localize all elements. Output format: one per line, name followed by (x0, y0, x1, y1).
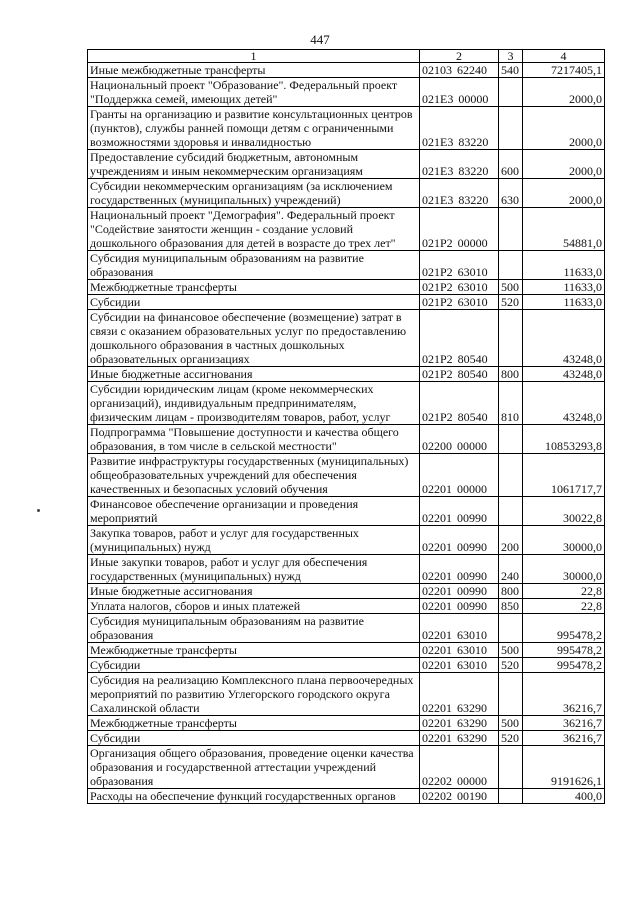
row-expense-type-cell (499, 497, 523, 526)
row-name-cell: Субсидии (88, 731, 420, 746)
table-row (88, 179, 605, 208)
row-name-cell: Национальный проект "Образование". Федеральный проект "Поддержка семей, имеющих детей" (88, 78, 420, 107)
row-expense-type-cell: 800 (499, 584, 523, 599)
row-expense-type-cell: 850 (499, 599, 523, 614)
row-amount-cell: 54881,0 (523, 208, 605, 251)
row-amount-cell: 43248,0 (523, 310, 605, 367)
row-code-cell: 02103 62240 (420, 63, 499, 78)
row-code-cell: 021P2 00000 (420, 208, 499, 251)
table-row (88, 584, 605, 599)
row-amount-cell: 1061717,7 (523, 454, 605, 497)
row-code-cell: 021E3 83220 (420, 150, 499, 179)
table-row (88, 295, 605, 310)
row-name-cell: Подпрограмма "Повышение доступности и качества общего образования, в том числе в сельской местности" (88, 425, 420, 454)
table-row (88, 107, 605, 150)
row-amount-cell: 400,0 (523, 789, 605, 804)
row-code-cell: 021P2 80540 (420, 382, 499, 425)
row-code-cell: 02201 63290 (420, 716, 499, 731)
table-row (88, 716, 605, 731)
row-amount-cell: 36216,7 (523, 673, 605, 716)
row-name-cell: Предоставление субсидий бюджетным, автономным учреждениям и иным некоммерческим организациям (88, 150, 420, 179)
row-code-cell: 021E3 83220 (420, 107, 499, 150)
row-expense-type-cell: 520 (499, 731, 523, 746)
table-row (88, 310, 605, 367)
table-row (88, 599, 605, 614)
row-amount-cell: 11633,0 (523, 251, 605, 280)
table-row (88, 382, 605, 425)
row-code-cell: 02201 63010 (420, 643, 499, 658)
row-code-cell: 02201 00990 (420, 497, 499, 526)
row-expense-type-cell: 500 (499, 643, 523, 658)
row-name-cell: Иные бюджетные ассигнования (88, 584, 420, 599)
table-row (88, 658, 605, 673)
row-code-cell: 021P2 63010 (420, 251, 499, 280)
table-row (88, 63, 605, 78)
row-expense-type-cell: 540 (499, 63, 523, 78)
row-name-cell: Уплата налогов, сборов и иных платежей (88, 599, 420, 614)
row-name-cell: Гранты на организацию и развитие консультационных центров (пунктов), службы ранней помощи детям с ограниченными возможностями здоровья и инвалидностью (88, 107, 420, 150)
row-name-cell: Межбюджетные трансферты (88, 643, 420, 658)
table-row (88, 78, 605, 107)
row-expense-type-cell: 520 (499, 658, 523, 673)
row-expense-type-cell: 240 (499, 555, 523, 584)
row-code-cell: 021E3 00000 (420, 78, 499, 107)
row-name-cell: Субсидии (88, 295, 420, 310)
row-name-cell: Субсидия на реализацию Комплексного плана первоочередных мероприятий по развитию Углегорского городского округа Сахалинской области (88, 673, 420, 716)
row-code-cell: 02200 00000 (420, 425, 499, 454)
row-expense-type-cell (499, 789, 523, 804)
row-name-cell: Иные бюджетные ассигнования (88, 367, 420, 382)
table-row (88, 746, 605, 789)
row-expense-type-cell: 200 (499, 526, 523, 555)
row-code-cell: 021P2 80540 (420, 310, 499, 367)
row-name-cell: Межбюджетные трансферты (88, 716, 420, 731)
row-name-cell: Иные межбюджетные трансферты (88, 63, 420, 78)
row-expense-type-cell (499, 673, 523, 716)
row-name-cell: Субсидии (88, 658, 420, 673)
row-amount-cell: 995478,2 (523, 658, 605, 673)
header-col-2: 2 (420, 50, 499, 63)
table-row (88, 425, 605, 454)
row-amount-cell: 7217405,1 (523, 63, 605, 78)
row-expense-type-cell (499, 208, 523, 251)
row-amount-cell: 2000,0 (523, 78, 605, 107)
table-row (88, 643, 605, 658)
table-row (88, 280, 605, 295)
header-col-1: 1 (88, 50, 420, 63)
row-code-cell: 02202 00190 (420, 789, 499, 804)
row-code-cell: 021P2 63010 (420, 295, 499, 310)
row-name-cell: Иные закупки товаров, работ и услуг для обеспечения государственных (муниципальных) нужд (88, 555, 420, 584)
row-amount-cell: 30000,0 (523, 526, 605, 555)
table-row (88, 789, 605, 804)
row-name-cell: Субсидия муниципальным образованиям на развитие образования (88, 251, 420, 280)
row-expense-type-cell (499, 746, 523, 789)
row-expense-type-cell: 600 (499, 150, 523, 179)
row-name-cell: Национальный проект "Демография". Федеральный проект "Содействие занятости женщин - создание условий дошкольного образования для детей в возрасте до трех лет" (88, 208, 420, 251)
table-row (88, 208, 605, 251)
table-row (88, 555, 605, 584)
row-code-cell: 02201 63010 (420, 614, 499, 643)
table-row (88, 454, 605, 497)
row-amount-cell: 22,8 (523, 599, 605, 614)
row-name-cell: Субсидии некоммерческим организациям (за исключением государственных (муниципальных) учреждений) (88, 179, 420, 208)
row-expense-type-cell (499, 614, 523, 643)
header-col-3: 3 (499, 50, 523, 63)
row-amount-cell: 995478,2 (523, 643, 605, 658)
row-name-cell: Субсидия муниципальным образованиям на развитие образования (88, 614, 420, 643)
row-expense-type-cell (499, 251, 523, 280)
table-row (88, 367, 605, 382)
row-name-cell: Субсидии юридическим лицам (кроме некоммерческих организаций), индивидуальным предпринимателям, физическим лицам - производителям товаров, работ, услуг (88, 382, 420, 425)
row-amount-cell: 43248,0 (523, 382, 605, 425)
row-amount-cell: 30000,0 (523, 555, 605, 584)
table-row (88, 251, 605, 280)
table-row (88, 497, 605, 526)
row-name-cell: Межбюджетные трансферты (88, 280, 420, 295)
budget-table-body (88, 50, 605, 804)
table-row (88, 731, 605, 746)
row-amount-cell: 22,8 (523, 584, 605, 599)
row-amount-cell: 10853293,8 (523, 425, 605, 454)
row-amount-cell: 36216,7 (523, 731, 605, 746)
row-expense-type-cell: 630 (499, 179, 523, 208)
row-expense-type-cell: 500 (499, 280, 523, 295)
page-number: 447 (310, 32, 330, 47)
row-name-cell: Развитие инфраструктуры государственных (муниципальных) общеобразовательных учреждений для обеспечения качественных и безопасных условий обучения (88, 454, 420, 497)
table-row (88, 150, 605, 179)
row-code-cell: 02201 00990 (420, 555, 499, 584)
row-name-cell: Расходы на обеспечение функций государственных органов (88, 789, 420, 804)
row-expense-type-cell (499, 425, 523, 454)
row-name-cell: Субсидии на финансовое обеспечение (возмещение) затрат в связи с оказанием образовательных услуг по предоставлению дошкольного образования в частных дошкольных образовательных организациях (88, 310, 420, 367)
row-code-cell: 021E3 83220 (420, 179, 499, 208)
row-amount-cell: 36216,7 (523, 716, 605, 731)
table-row (88, 673, 605, 716)
row-amount-cell: 9191626,1 (523, 746, 605, 789)
row-amount-cell: 30022,8 (523, 497, 605, 526)
scan-speck (37, 509, 40, 512)
row-code-cell: 02201 63290 (420, 731, 499, 746)
row-expense-type-cell (499, 310, 523, 367)
table-row (88, 614, 605, 643)
row-code-cell: 02201 00990 (420, 526, 499, 555)
row-code-cell: 02201 63010 (420, 658, 499, 673)
row-code-cell: 02201 00990 (420, 599, 499, 614)
header-row (88, 50, 605, 63)
row-amount-cell: 995478,2 (523, 614, 605, 643)
row-amount-cell: 11633,0 (523, 295, 605, 310)
row-name-cell: Закупка товаров, работ и услуг для государственных (муниципальных) нужд (88, 526, 420, 555)
row-code-cell: 02201 00000 (420, 454, 499, 497)
row-expense-type-cell: 520 (499, 295, 523, 310)
row-amount-cell: 2000,0 (523, 150, 605, 179)
row-amount-cell: 11633,0 (523, 280, 605, 295)
row-name-cell: Организация общего образования, проведение оценки качества образования и государственной аттестации учреждений образования (88, 746, 420, 789)
row-expense-type-cell (499, 78, 523, 107)
row-code-cell: 02202 00000 (420, 746, 499, 789)
row-amount-cell: 2000,0 (523, 107, 605, 150)
row-amount-cell: 2000,0 (523, 179, 605, 208)
row-amount-cell: 43248,0 (523, 367, 605, 382)
row-expense-type-cell (499, 454, 523, 497)
table-row (88, 526, 605, 555)
row-code-cell: 021P2 63010 (420, 280, 499, 295)
row-expense-type-cell: 800 (499, 367, 523, 382)
budget-table (87, 49, 605, 804)
row-expense-type-cell: 810 (499, 382, 523, 425)
row-code-cell: 02201 00990 (420, 584, 499, 599)
row-code-cell: 02201 63290 (420, 673, 499, 716)
row-name-cell: Финансовое обеспечение организации и проведения мероприятий (88, 497, 420, 526)
row-expense-type-cell (499, 107, 523, 150)
row-expense-type-cell: 500 (499, 716, 523, 731)
header-col-4: 4 (523, 50, 605, 63)
row-code-cell: 021P2 80540 (420, 367, 499, 382)
